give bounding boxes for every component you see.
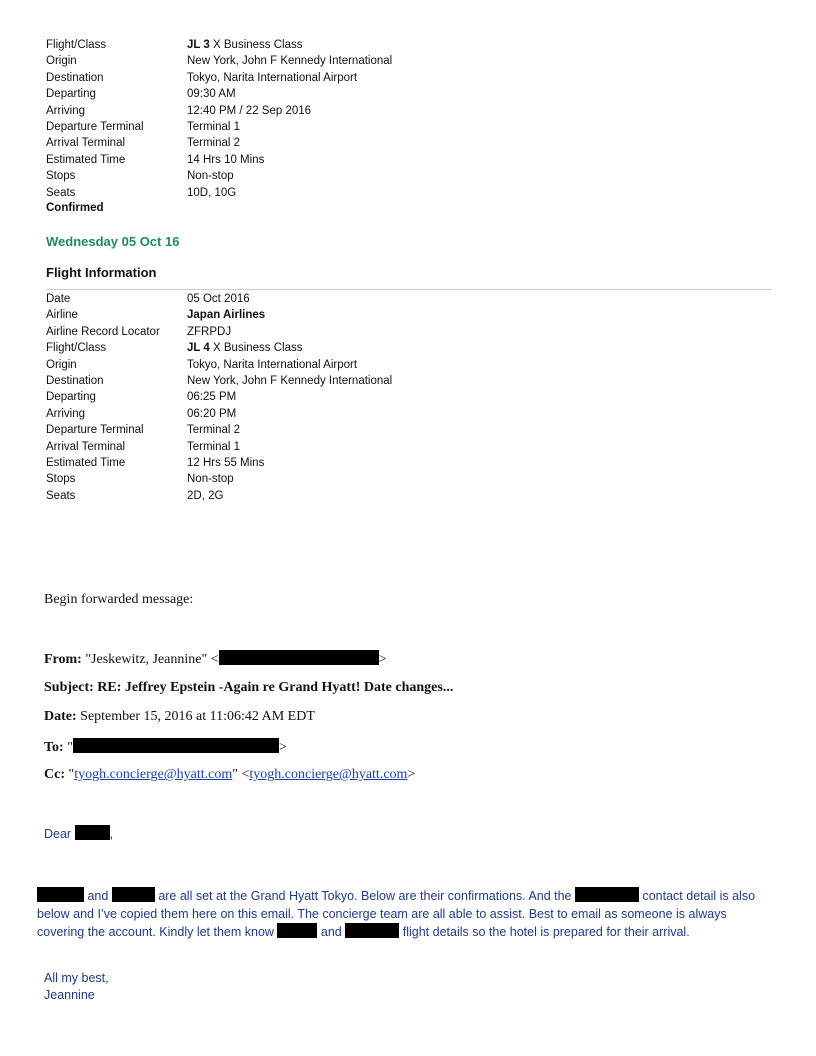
- redacted-block: [37, 887, 84, 902]
- date-label: Date:: [44, 709, 77, 724]
- paragraph-text: are all set at the Grand Hyatt Tokyo. Below are their confirmations. And the: [158, 889, 572, 903]
- redacted-block: [73, 738, 279, 753]
- from-close: >: [378, 652, 387, 667]
- detail-row: [46, 70, 606, 86]
- detail-value: Japan Airlines: [187, 309, 266, 322]
- detail-label: Departure Terminal: [46, 120, 144, 133]
- from-value: "Jeskewitz, Jeannine" <: [85, 652, 219, 667]
- detail-label: Destination: [46, 374, 104, 387]
- greeting-end: ,: [109, 827, 114, 841]
- detail-value: 10D, 10G: [187, 186, 237, 199]
- detail-value: 06:20 PM: [187, 407, 237, 420]
- cc-email-link[interactable]: tyogh.concierge@hyatt.com: [249, 767, 408, 782]
- detail-label: Destination: [46, 71, 104, 84]
- detail-label: Flight/Class: [46, 39, 107, 51]
- detail-value: New York, John F Kennedy International: [187, 374, 393, 387]
- detail-value: 12 Hrs 55 Mins: [187, 456, 265, 469]
- detail-value: 09:30 AM: [187, 88, 236, 101]
- section-divider: [46, 289, 772, 290]
- date-line: [44, 709, 315, 725]
- detail-value: 12:40 PM / 22 Sep 2016: [187, 104, 312, 117]
- detail-row: [46, 119, 606, 135]
- detail-label: Arrival Terminal: [46, 440, 126, 453]
- detail-row: [46, 103, 606, 119]
- cc-quote: ": [68, 767, 75, 782]
- paragraph-text: and: [320, 925, 342, 939]
- detail-row: [46, 324, 606, 340]
- detail-row: [46, 406, 606, 422]
- letter-signature: Jeannine: [44, 988, 95, 1002]
- detail-row: [46, 168, 606, 184]
- detail-value: Non-stop: [187, 473, 234, 486]
- cc-separator: " <: [232, 767, 250, 782]
- redacted-block: [345, 923, 399, 938]
- letter-signoff: All my best,: [44, 971, 109, 985]
- detail-label: Arriving: [46, 407, 85, 420]
- detail-row: [46, 185, 606, 201]
- detail-value: Tokyo, Narita International Airport: [187, 358, 358, 371]
- detail-value: JL 4 X Business Class: [187, 342, 303, 355]
- detail-row: [46, 53, 606, 69]
- detail-row: [46, 291, 606, 307]
- detail-value: Non-stop: [187, 170, 234, 183]
- detail-label: Origin: [46, 358, 77, 371]
- booking-status: Confirmed: [46, 202, 104, 214]
- detail-value: Terminal 1: [187, 120, 241, 133]
- cc-line: [44, 767, 415, 783]
- detail-row: [46, 455, 606, 471]
- detail-row: [46, 37, 606, 53]
- detail-label: Stops: [46, 170, 76, 183]
- date-value: September 15, 2016 at 11:06:42 AM EDT: [80, 709, 315, 724]
- flight2-details: [46, 291, 606, 504]
- subject-value: RE: Jeffrey Epstein -Again re Grand Hyatt! Date changes...: [97, 680, 454, 695]
- subject-label: Subject:: [44, 680, 94, 695]
- detail-value: 14 Hrs 10 Mins: [187, 153, 265, 166]
- detail-label: Estimated Time: [46, 456, 126, 469]
- paragraph-text: flight details so the hotel is prepared for their arrival.: [402, 925, 690, 939]
- detail-label: Seats: [46, 489, 76, 502]
- detail-row: [46, 422, 606, 438]
- detail-value: New York, John F Kennedy International: [187, 55, 393, 68]
- detail-row: [46, 307, 606, 323]
- paragraph-text: contact detail is also below and I’ve copied them here on this email. The concierge team are all able to assist. Best to email as someone is always covering the account. Kindly let them know: [37, 889, 756, 939]
- greeting-text: Dear: [44, 827, 75, 841]
- detail-value: 06:25 PM: [187, 391, 237, 404]
- detail-label: Seats: [46, 186, 76, 199]
- forward-intro: Begin forwarded message:: [44, 592, 194, 607]
- detail-value: JL 3 X Business Class: [187, 39, 303, 51]
- detail-row: [46, 389, 606, 405]
- detail-value: 2D, 2G: [187, 489, 224, 502]
- detail-label: Stops: [46, 473, 76, 486]
- detail-row: [46, 357, 606, 373]
- detail-value: Terminal 2: [187, 424, 241, 437]
- redacted-block: [575, 887, 639, 902]
- detail-label: Arrival Terminal: [46, 137, 126, 150]
- cc-label: Cc:: [44, 767, 65, 782]
- cc-email-link[interactable]: tyogh.concierge@hyatt.com: [74, 767, 233, 782]
- day-heading: Wednesday 05 Oct 16: [46, 234, 180, 249]
- detail-label: Arriving: [46, 104, 85, 117]
- detail-label: Departing: [46, 88, 96, 101]
- detail-label: Departing: [46, 391, 96, 404]
- detail-row: [46, 439, 606, 455]
- detail-row: [46, 152, 606, 168]
- detail-row: [46, 340, 606, 356]
- from-line: [44, 650, 386, 668]
- cc-close: >: [407, 767, 416, 782]
- to-line: [44, 738, 287, 756]
- detail-value: Tokyo, Narita International Airport: [187, 71, 358, 84]
- detail-value: 05 Oct 2016: [187, 293, 250, 305]
- to-label: To:: [44, 740, 64, 755]
- to-close: >: [278, 740, 287, 755]
- to-value: ": [67, 740, 73, 755]
- paragraph-text: and: [87, 889, 109, 903]
- detail-label: Flight/Class: [46, 342, 107, 355]
- detail-label: Airline Record Locator: [46, 325, 160, 338]
- redacted-block: [277, 923, 317, 938]
- detail-row: [46, 135, 606, 151]
- detail-value: Terminal 2: [187, 137, 241, 150]
- redacted-block: [75, 825, 110, 840]
- redacted-block: [112, 887, 155, 902]
- flight1-details: [46, 37, 606, 201]
- section-title: Flight Information: [46, 265, 157, 280]
- from-label: From:: [44, 652, 82, 667]
- detail-label: Estimated Time: [46, 153, 126, 166]
- detail-row: [46, 86, 606, 102]
- detail-value: Terminal 1: [187, 440, 241, 453]
- redacted-block: [219, 650, 379, 665]
- subject-line: [44, 680, 453, 696]
- detail-label: Departure Terminal: [46, 424, 144, 437]
- detail-row: [46, 488, 606, 504]
- detail-label: Airline: [46, 309, 78, 322]
- detail-value: ZFRPDJ: [187, 325, 232, 338]
- letter-paragraph: [37, 887, 777, 942]
- detail-row: [46, 471, 606, 487]
- letter-greeting: [44, 825, 113, 844]
- detail-row: [46, 373, 606, 389]
- detail-label: Date: [46, 293, 71, 305]
- detail-label: Origin: [46, 55, 77, 68]
